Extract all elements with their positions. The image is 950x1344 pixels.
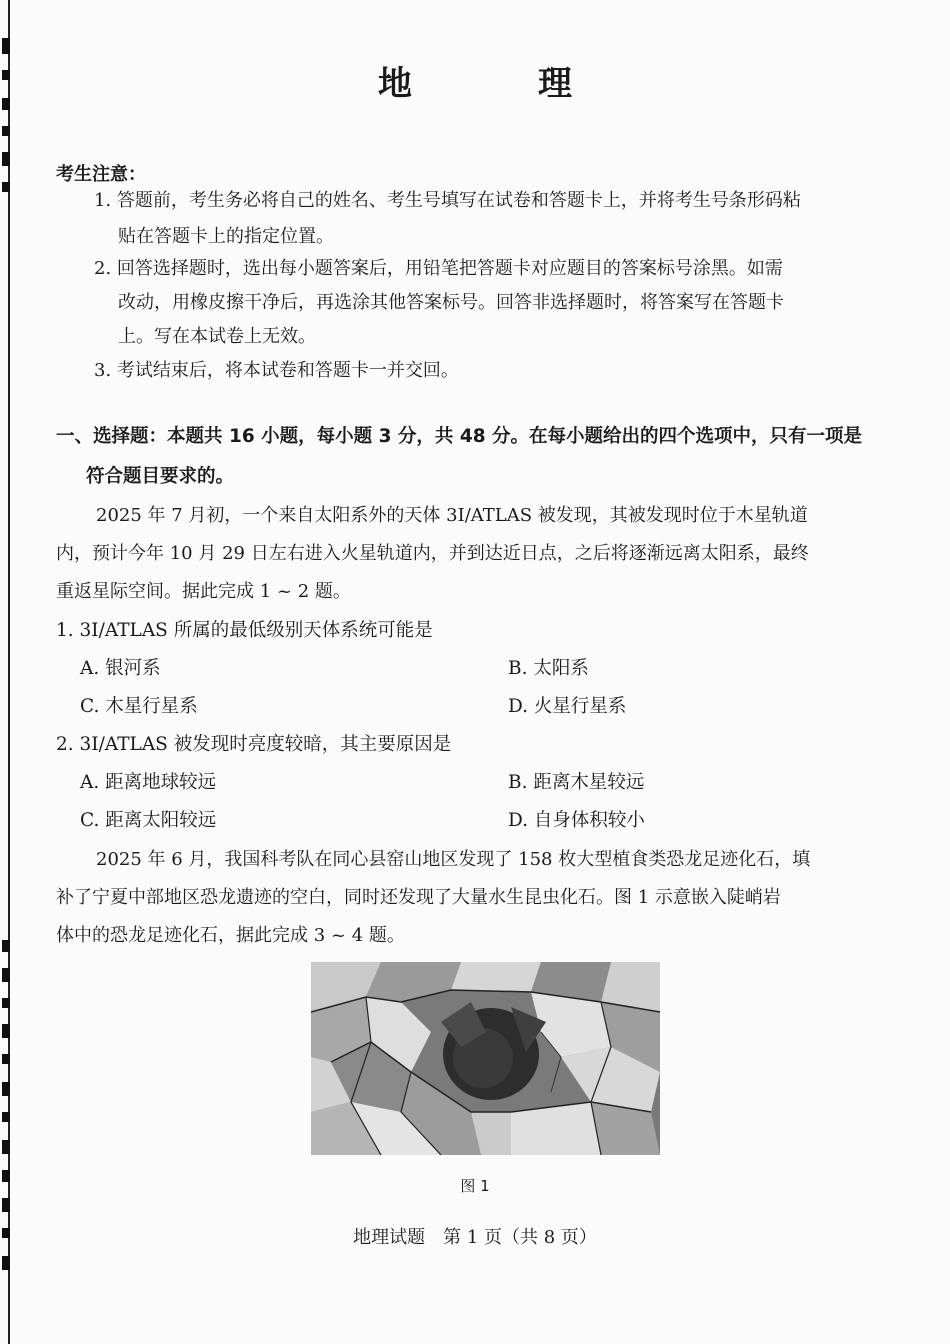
question-2-option-d: D. 自身体积较小 bbox=[508, 810, 645, 831]
question-1-option-a: A. 银河系 bbox=[80, 658, 161, 679]
passage-2-line-1: 2025 年 6 月，我国科考队在同心县窑山地区发现了 158 枚大型植食类恐龙足迹化石，填 bbox=[96, 849, 811, 870]
binding-mark bbox=[2, 152, 10, 166]
binding-mark bbox=[2, 182, 10, 192]
binding-mark bbox=[2, 1082, 10, 1096]
passage-2-line-2: 补了宁夏中部地区恐龙遗迹的空白，同时还发现了大量水生昆虫化石。图 1 示意嵌入陡峭岩 bbox=[56, 887, 781, 908]
question-1-option-b: B. 太阳系 bbox=[508, 658, 589, 679]
binding-mark bbox=[2, 940, 10, 952]
notice-item-1-cont: 贴在答题卡上的指定位置。 bbox=[118, 226, 334, 247]
question-2-option-c: C. 距离太阳较远 bbox=[80, 810, 217, 831]
notice-heading: 考生注意： bbox=[56, 164, 146, 185]
question-1-option-c: C. 木星行星系 bbox=[80, 696, 198, 717]
binding-mark bbox=[2, 1140, 10, 1154]
passage-1-line-2: 内，预计今年 10 月 29 日左右进入火星轨道内，并到达近日点，之后将逐渐远离太阳系，最终 bbox=[56, 543, 809, 564]
figure-1-rock-photo bbox=[311, 962, 660, 1155]
page-footer: 地理试题 第 1 页（共 8 页） bbox=[353, 1227, 597, 1248]
section-heading: 一、选择题：本题共 16 小题，每小题 3 分，共 48 分。在每小题给出的四个选项中，只有一项是 bbox=[56, 426, 863, 447]
binding-mark bbox=[2, 1198, 10, 1212]
binding-mark bbox=[2, 1112, 10, 1122]
notice-item-2-cont2: 上。写在本试卷上无效。 bbox=[118, 326, 316, 347]
binding-mark bbox=[2, 998, 10, 1008]
binding-mark bbox=[2, 1256, 10, 1270]
notice-item-2: 2. 回答选择题时，选出每小题答案后，用铅笔把答题卡对应题目的答案标号涂黑。如需 bbox=[94, 258, 783, 279]
question-2-stem: 2. 3I/ATLAS 被发现时亮度较暗，其主要原因是 bbox=[56, 734, 452, 755]
binding-mark bbox=[2, 38, 10, 54]
figure-1-caption: 图 1 bbox=[460, 1177, 490, 1195]
binding-mark bbox=[2, 1024, 10, 1038]
binding-mark bbox=[2, 1054, 10, 1064]
page-title: 地 理 bbox=[378, 64, 618, 104]
notice-item-2-cont: 改动，用橡皮擦干净后，再选涂其他答案标号。回答非选择题时，将答案写在答题卡 bbox=[118, 292, 784, 313]
rock-texture bbox=[311, 962, 660, 1155]
notice-item-3: 3. 考试结束后，将本试卷和答题卡一并交回。 bbox=[94, 360, 459, 381]
passage-1-line-3: 重返星际空间。据此完成 1 ~ 2 题。 bbox=[56, 581, 351, 602]
question-2-option-a: A. 距离地球较远 bbox=[80, 772, 217, 793]
binding-mark bbox=[2, 126, 10, 136]
question-1-stem: 1. 3I/ATLAS 所属的最低级别天体系统可能是 bbox=[56, 620, 433, 641]
passage-2-line-3: 体中的恐龙足迹化石，据此完成 3 ~ 4 题。 bbox=[56, 925, 405, 946]
binding-margin bbox=[0, 0, 14, 1344]
section-heading-cont: 符合题目要求的。 bbox=[86, 466, 235, 487]
passage-1-line-1: 2025 年 7 月初，一个来自太阳系外的天体 3I/ATLAS 被发现，其被发现时位于木星轨道 bbox=[96, 505, 808, 526]
question-1-option-d: D. 火星行星系 bbox=[508, 696, 627, 717]
binding-mark bbox=[2, 968, 10, 982]
question-2-option-b: B. 距离木星较远 bbox=[508, 772, 645, 793]
notice-item-1: 1. 答题前，考生务必将自己的姓名、考生号填写在试卷和答题卡上，并将考生号条形码粘 bbox=[94, 190, 801, 211]
